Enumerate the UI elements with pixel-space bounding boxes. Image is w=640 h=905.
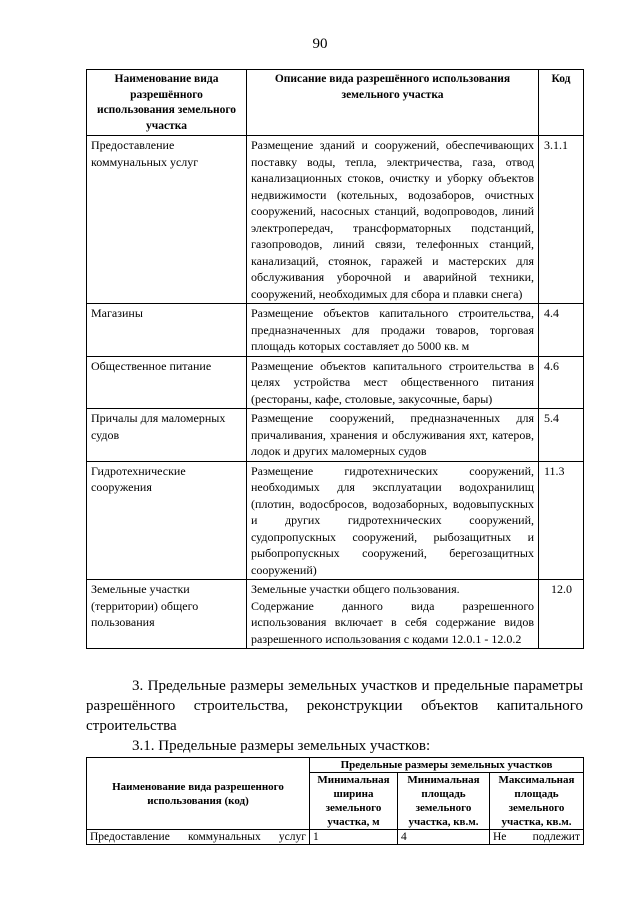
usage-code: 11.3 xyxy=(539,461,584,580)
header-usage-name-code: Наименование вида разрешенного использования (код) xyxy=(87,758,310,830)
subsection-3-1-heading: 3.1. Предельные размеры земельных участков: xyxy=(132,738,431,754)
header-min-area: Минимальная площадь земельного участка, кв.м. xyxy=(398,773,490,830)
limit-min-area-value: 4 xyxy=(398,830,490,845)
usage-description xyxy=(247,580,539,649)
header-code: Код xyxy=(539,70,584,136)
usage-name: Общественное питание xyxy=(87,356,247,409)
header-usage-name: Наименование вида разрешённого использования земельного участка xyxy=(87,70,247,136)
usage-code: 4.6 xyxy=(539,356,584,409)
table-row xyxy=(87,136,584,304)
limit-usage-name: Предоставление коммунальных услуг xyxy=(87,830,310,845)
usage-code: 5.4 xyxy=(539,409,584,462)
usage-description: Размещение гидротехнических сооружений, необходимых для эксплуатации водохранилищ (плотин, водосбросов, водозаборных, водовыпускных и других гидротехнических сооружений, судопропускных сооружений, рыбозащитных и рыбопропускных сооружений, берегозащитных сооружений) xyxy=(247,461,539,580)
usage-name: Магазины xyxy=(87,304,247,357)
page-number: 90 xyxy=(312,36,328,52)
usage-description: Размещение объектов капитального строительства, предназначенных для продажи товаров, торговая площадь которых составляет до 5000 кв. м xyxy=(247,304,539,357)
limit-max-area-value: Не подлежит xyxy=(490,830,584,845)
header-limits-group: Предельные размеры земельных участков xyxy=(310,758,584,773)
usage-description: Размещение сооружений, предназначенных для причаливания, хранения и обслуживания яхт, катеров, лодок и других маломерных судов xyxy=(247,409,539,462)
table-header-row xyxy=(87,70,584,136)
header-min-width: Минимальная ширина земельного участка, м xyxy=(310,773,398,830)
usage-description: Размещение зданий и сооружений, обеспечивающих поставку воды, тепла, электричества, газа, отвод канализационных стоков, очистку и уборку объектов недвижимости (котельных, водозаборов, очистных сооружений, насосных станций, водопроводов, линий электропередач, трансформаторных подстанций, газопроводов, линий связи, телефонных станций, канализаций, стоянок, гаражей и мастерских для обслуживания уборочной и аварийной техники, сооружений, необходимых для сбора и плавки снега) xyxy=(247,136,539,304)
plot-size-limits-table xyxy=(86,757,584,845)
usage-name: Земельные участки (территории) общего пользования xyxy=(87,580,247,649)
header-max-area: Максимальная площадь земельного участка, кв.м. xyxy=(490,773,584,830)
usage-code: 4.4 xyxy=(539,304,584,357)
limit-min-width-value: 1 xyxy=(310,830,398,845)
usage-description: Размещение объектов капитального строительства в целях устройства мест общественного питания (рестораны, кафе, столовые, закусочные, бары) xyxy=(247,356,539,409)
header-usage-description: Описание вида разрешённого использования земельного участка xyxy=(247,70,539,136)
usage-description-line: Содержание данного вида разрешенного использования включает в себя содержание видов разрешенного использования с кодами 12.0.1 - 12.0.2 xyxy=(251,598,534,646)
usage-name: Предоставление коммунальных услуг xyxy=(87,136,247,304)
usage-name: Гидротехнические сооружения xyxy=(87,461,247,580)
usage-description-line: Земельные участки общего пользования. xyxy=(251,582,460,596)
table-row xyxy=(87,356,584,409)
usage-name: Причалы для маломерных судов xyxy=(87,409,247,462)
table-row xyxy=(87,409,584,462)
usage-code: 12.0 xyxy=(539,580,584,649)
table-header-row xyxy=(87,758,584,773)
table-row xyxy=(87,830,584,845)
table-row xyxy=(87,304,584,357)
land-use-table xyxy=(86,69,584,649)
section-3-heading: 3. Предельные размеры земельных участков и предельные параметры разрешённого строительства, реконструкции объектов капитального строительства xyxy=(86,678,583,734)
usage-code: 3.1.1 xyxy=(539,136,584,304)
table-row xyxy=(87,580,584,649)
table-row xyxy=(87,461,584,580)
